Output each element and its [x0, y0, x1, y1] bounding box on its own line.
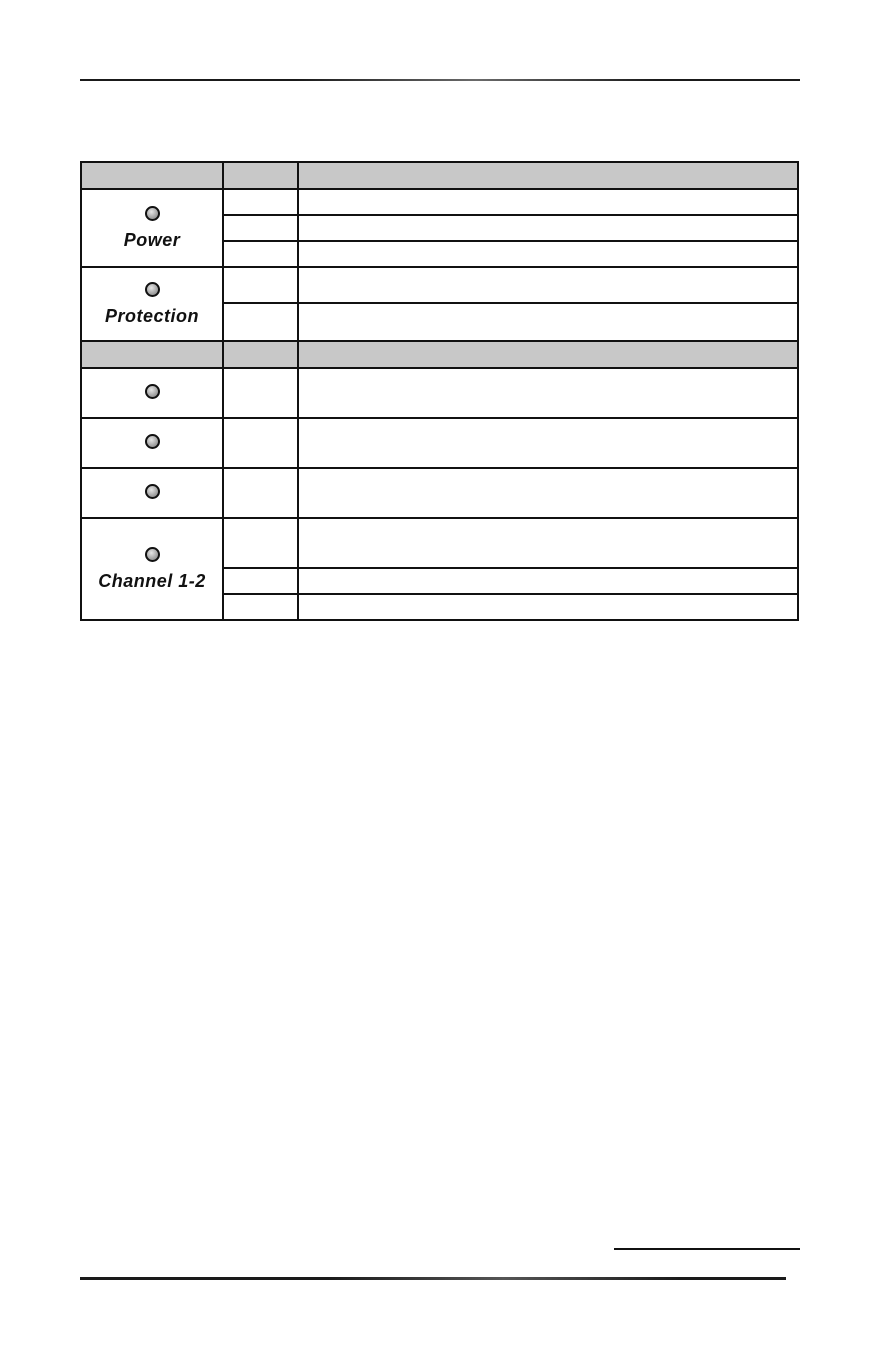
- description-cell: [298, 568, 798, 594]
- description-cell: [298, 468, 798, 518]
- description-cell: [298, 241, 798, 267]
- table-row: [81, 468, 798, 518]
- description-cell: [298, 418, 798, 468]
- header-rule: [80, 79, 800, 81]
- led-group-power: [81, 189, 223, 267]
- led-group: [81, 468, 223, 518]
- led-label: Protection: [104, 305, 199, 326]
- status-cell: [223, 267, 298, 303]
- header-cell: [298, 162, 798, 189]
- led-group-protection: [81, 267, 223, 341]
- table-row: [81, 189, 798, 215]
- table-row: [81, 518, 798, 568]
- led-group-channel: [81, 518, 223, 620]
- status-cell: [223, 303, 298, 341]
- header-cell: [81, 162, 223, 189]
- description-cell: [298, 267, 798, 303]
- footer-rule: [80, 1277, 786, 1280]
- description-cell: [298, 518, 798, 568]
- status-cell: [223, 468, 298, 518]
- header-cell: [223, 341, 298, 368]
- status-cell: [223, 594, 298, 620]
- header-cell: [298, 341, 798, 368]
- led-indicator-icon: [145, 384, 160, 399]
- led-label: Power: [123, 229, 181, 250]
- led-group: [81, 418, 223, 468]
- status-cell: [223, 568, 298, 594]
- table-header-row: [81, 162, 798, 189]
- status-cell: [223, 241, 298, 267]
- description-cell: [298, 594, 798, 620]
- led-indicator-icon: [145, 434, 160, 449]
- header-cell: [81, 341, 223, 368]
- table-row: [81, 418, 798, 468]
- led-indicator-icon: [145, 484, 160, 499]
- led-indicator-icon: [145, 282, 160, 297]
- status-cell: [223, 189, 298, 215]
- status-cell: [223, 518, 298, 568]
- description-cell: [298, 368, 798, 418]
- table-row: [81, 267, 798, 303]
- header-cell: [223, 162, 298, 189]
- table-row: [81, 368, 798, 418]
- status-cell: [223, 215, 298, 241]
- table-subheader-row: [81, 341, 798, 368]
- led-indicator-icon: [145, 547, 160, 562]
- led-group: [81, 368, 223, 418]
- status-cell: [223, 368, 298, 418]
- status-cell: [223, 418, 298, 468]
- led-indicator-table: [80, 161, 799, 621]
- description-cell: [298, 215, 798, 241]
- led-indicator-icon: [145, 206, 160, 221]
- description-cell: [298, 189, 798, 215]
- led-label: Channel 1-2: [98, 570, 206, 591]
- description-cell: [298, 303, 798, 341]
- footer-short-rule: [614, 1248, 800, 1250]
